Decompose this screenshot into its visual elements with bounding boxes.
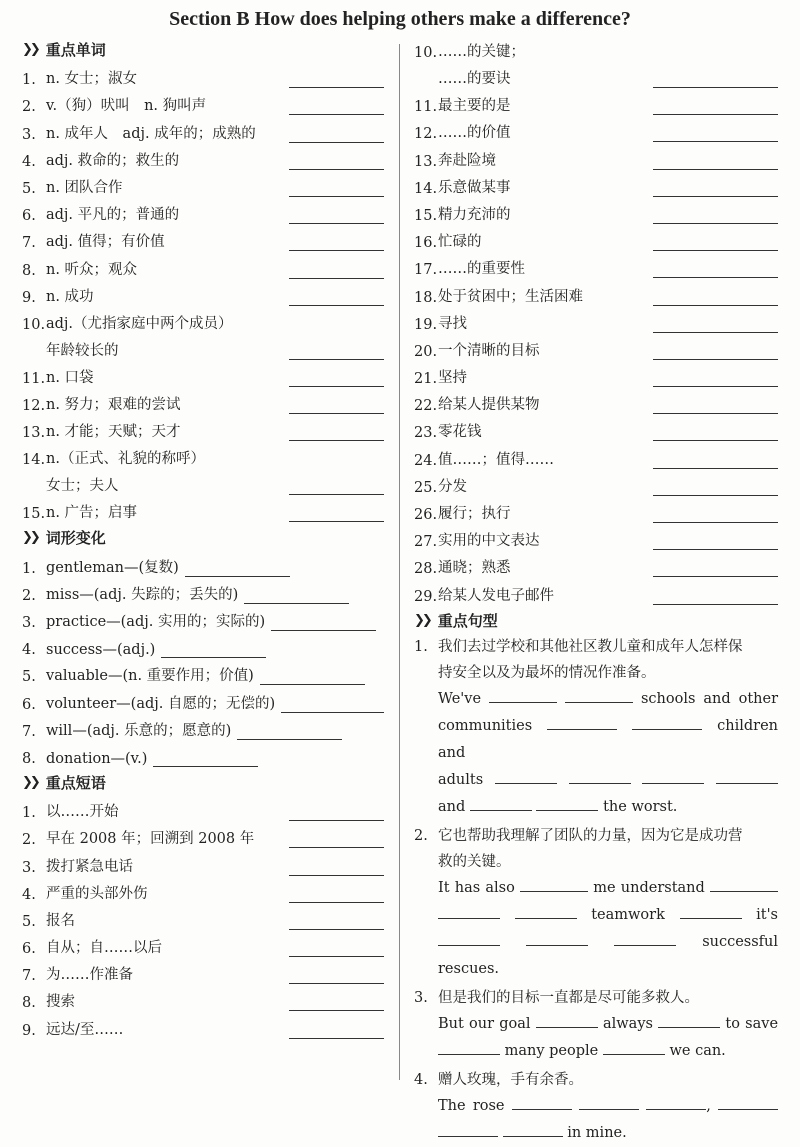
double-chevron-icon: ❯❯	[22, 530, 38, 546]
list-item: 1. gentleman—(复数)	[22, 551, 384, 578]
list-item: 16. 忙碌的	[414, 226, 778, 253]
section-header-forms: ❯❯ 词形变化	[22, 529, 106, 548]
answer-blank[interactable]	[565, 687, 633, 703]
list-item: 7. 为……作准备	[22, 959, 384, 986]
answer-blank[interactable]	[526, 930, 588, 946]
answer-blank[interactable]	[185, 576, 290, 577]
answer-blank[interactable]	[289, 875, 384, 876]
list-item: 5. valuable—(n. 重要作用；价值)	[22, 660, 384, 687]
answer-blank[interactable]	[289, 278, 384, 279]
double-chevron-icon: ❯❯	[414, 612, 430, 628]
list-item: 9. n. 成功	[22, 281, 384, 308]
list-item: 5. n. 团队合作	[22, 172, 384, 199]
list-item: 21. 坚持	[414, 362, 778, 389]
answer-blank[interactable]	[512, 1094, 572, 1110]
answer-blank[interactable]	[289, 820, 384, 821]
answer-blank[interactable]	[653, 413, 778, 414]
answer-blank[interactable]	[653, 87, 778, 88]
answer-blank[interactable]	[658, 1012, 720, 1028]
answer-blank[interactable]	[536, 795, 598, 811]
answer-blank[interactable]	[653, 277, 778, 278]
section-header-vocab: ❯❯ 重点单词	[22, 41, 106, 59]
sentence-item: 2. 它也帮助我理解了团队的力量，因为它是成功营 救的关键。 It has also me understand teamwork it's successful rescues.	[414, 827, 779, 977]
phrases-list-left	[22, 796, 384, 1041]
list-item: 4. 严重的头部外伤	[22, 878, 384, 905]
answer-blank[interactable]	[680, 903, 742, 919]
answer-blank[interactable]	[289, 847, 384, 848]
answer-blank[interactable]	[289, 196, 384, 197]
answer-blank[interactable]	[289, 956, 384, 957]
list-item: 5. 报名	[22, 905, 384, 932]
list-item: 12. n. 努力；艰难的尝试	[22, 389, 384, 416]
answer-blank[interactable]	[653, 440, 778, 441]
list-item: 15. n. 广告；启事	[22, 497, 384, 524]
answer-blank[interactable]	[281, 712, 384, 713]
answer-blank[interactable]	[289, 169, 384, 170]
answer-blank[interactable]	[653, 549, 778, 550]
list-item: 7. adj. 值得；有价值	[22, 226, 384, 253]
vocab-list	[22, 63, 384, 524]
answer-blank[interactable]	[642, 768, 704, 784]
answer-blank[interactable]	[503, 1121, 563, 1137]
answer-blank[interactable]	[289, 87, 384, 88]
answer-blank[interactable]	[289, 494, 384, 495]
list-item: 8. donation—(v.)	[22, 742, 384, 769]
list-item: 17. ……的重要性	[414, 253, 778, 280]
list-item: 23. 零花钱	[414, 416, 778, 443]
list-item: 29. 给某人发电子邮件	[414, 579, 778, 606]
column-divider	[399, 44, 400, 1080]
list-item: 2. miss—(adj. 失踪的；丢失的)	[22, 579, 384, 606]
answer-blank[interactable]	[653, 386, 778, 387]
list-item: 2. v.（狗）吠叫 n. 狗叫声	[22, 90, 384, 117]
sentence-item: 4. 赠人玫瑰，手有余香。 The rose , in mine.	[414, 1067, 778, 1147]
answer-blank[interactable]	[289, 929, 384, 930]
answer-blank[interactable]	[289, 114, 384, 115]
answer-blank[interactable]	[161, 657, 266, 658]
answer-blank[interactable]	[653, 305, 778, 306]
left-column	[22, 36, 384, 1041]
answer-blank[interactable]	[289, 902, 384, 903]
list-item: 11. n. 口袋	[22, 362, 384, 389]
answer-blank[interactable]	[260, 684, 365, 685]
list-item: 8. n. 听众；观众	[22, 253, 384, 280]
page-title: Section B How does helping others make a difference?	[169, 8, 631, 30]
answer-blank[interactable]	[603, 1039, 665, 1055]
list-item: 10. adj.（尤指家庭中两个成员） 年龄较长的	[22, 308, 384, 362]
list-item: 2. 早在 2008 年；回溯到 2008 年	[22, 823, 384, 850]
answer-blank[interactable]	[653, 576, 778, 577]
answer-blank[interactable]	[579, 1094, 639, 1110]
list-item: 19. 寻找	[414, 308, 778, 335]
sentence-item: 3. 但是我们的目标一直都是尽可能多救人。 But our goal always to save many people we can.	[414, 989, 779, 1059]
list-item: 11. 最主要的是	[414, 90, 778, 117]
answer-blank[interactable]	[646, 1094, 706, 1110]
answer-blank[interactable]	[653, 169, 778, 170]
answer-blank[interactable]	[289, 386, 384, 387]
list-item: 24. 值……；值得……	[414, 443, 778, 470]
list-item: 15. 精力充沛的	[414, 199, 778, 226]
phrases-list-right	[414, 36, 778, 607]
answer-blank[interactable]	[653, 114, 778, 115]
list-item: 26. 履行；执行	[414, 498, 778, 525]
list-item: 3. practice—(adj. 实用的；实际的)	[22, 606, 384, 633]
list-item: 27. 实用的中文表达	[414, 525, 778, 552]
answer-blank[interactable]	[495, 768, 557, 784]
answer-blank[interactable]	[289, 305, 384, 306]
answer-blank[interactable]	[569, 768, 631, 784]
section-header-phrases: ❯❯ 重点短语	[22, 773, 106, 792]
list-item: 3. 拨打紧急电话	[22, 850, 384, 877]
answer-blank[interactable]	[289, 1010, 384, 1011]
list-item: 25. 分发	[414, 471, 778, 498]
answer-blank[interactable]	[470, 795, 532, 811]
answer-blank[interactable]	[153, 766, 258, 767]
answer-blank[interactable]	[489, 687, 557, 703]
list-item: 4. adj. 救命的；救生的	[22, 145, 384, 172]
list-item: 4. success—(adj.)	[22, 633, 384, 660]
answer-blank[interactable]	[632, 714, 702, 730]
list-item: 28. 通晓；熟悉	[414, 552, 778, 579]
forms-list	[22, 551, 384, 769]
list-item: 14. 乐意做某事	[414, 172, 778, 199]
answer-blank[interactable]	[653, 495, 778, 496]
list-item: 1. n. 女士；淑女	[22, 63, 384, 90]
list-item: 3. n. 成年人 adj. 成年的；成熟的	[22, 117, 384, 144]
answer-blank[interactable]	[653, 141, 778, 142]
answer-blank[interactable]	[710, 876, 778, 892]
answer-blank[interactable]	[289, 521, 384, 522]
list-item: 20. 一个清晰的目标	[414, 335, 778, 362]
answer-blank[interactable]	[289, 223, 384, 224]
sentence-item: 1. 我们去过学校和其他社区教儿童和成年人怎样保 持安全以及为最坏的情况作准备。 We've schools and other communities children and adults and the worst.	[414, 638, 779, 815]
answer-blank[interactable]	[438, 1121, 498, 1137]
answer-blank[interactable]	[271, 630, 376, 631]
answer-blank[interactable]	[653, 196, 778, 197]
list-item: 13. n. 才能；天赋；天才	[22, 416, 384, 443]
answer-blank[interactable]	[653, 250, 778, 251]
answer-blank[interactable]	[438, 930, 500, 946]
section-header-sentences: ❯❯ 重点句型	[414, 611, 498, 630]
answer-blank[interactable]	[289, 1038, 384, 1039]
list-item: 14. n.（正式、礼貌的称呼） 女士；夫人	[22, 443, 384, 497]
list-item: 7. will—(adj. 乐意的；愿意的)	[22, 715, 384, 742]
answer-blank[interactable]	[653, 522, 778, 523]
answer-blank[interactable]	[289, 359, 384, 360]
answer-blank[interactable]	[718, 1094, 778, 1110]
answer-blank[interactable]	[289, 250, 384, 251]
list-item: 12. ……的价值	[414, 117, 778, 144]
list-item: 18. 处于贫困中；生活困难	[414, 280, 778, 307]
answer-blank[interactable]	[289, 413, 384, 414]
answer-blank[interactable]	[515, 903, 577, 919]
answer-blank[interactable]	[289, 983, 384, 984]
list-item: 6. volunteer—(adj. 自愿的；无偿的)	[22, 687, 384, 714]
answer-blank[interactable]	[244, 603, 349, 604]
answer-blank[interactable]	[520, 876, 588, 892]
list-item: 8. 搜索	[22, 986, 384, 1013]
list-item: 13. 奔赴险境	[414, 144, 778, 171]
answer-blank[interactable]	[653, 359, 778, 360]
answer-blank[interactable]	[716, 768, 778, 784]
answer-blank[interactable]	[653, 223, 778, 224]
answer-blank[interactable]	[289, 440, 384, 441]
list-item: 1. 以……开始	[22, 796, 384, 823]
answer-blank[interactable]	[438, 1039, 500, 1055]
double-chevron-icon: ❯❯	[22, 42, 38, 57]
answer-blank[interactable]	[237, 739, 342, 740]
answer-blank[interactable]	[438, 903, 500, 919]
answer-blank[interactable]	[547, 714, 617, 730]
answer-blank[interactable]	[653, 604, 778, 605]
list-item: 10. ……的关键； ……的要诀	[414, 36, 778, 90]
answer-blank[interactable]	[289, 142, 384, 143]
list-item: 9. 远达/至……	[22, 1013, 384, 1040]
answer-blank[interactable]	[536, 1012, 598, 1028]
right-column	[414, 36, 778, 1147]
answer-blank[interactable]	[653, 332, 778, 333]
list-item: 6. adj. 平凡的；普通的	[22, 199, 384, 226]
double-chevron-icon: ❯❯	[22, 774, 38, 790]
answer-blank[interactable]	[614, 930, 676, 946]
answer-blank[interactable]	[653, 468, 778, 469]
list-item: 22. 给某人提供某物	[414, 389, 778, 416]
list-item: 6. 自从；自……以后	[22, 932, 384, 959]
